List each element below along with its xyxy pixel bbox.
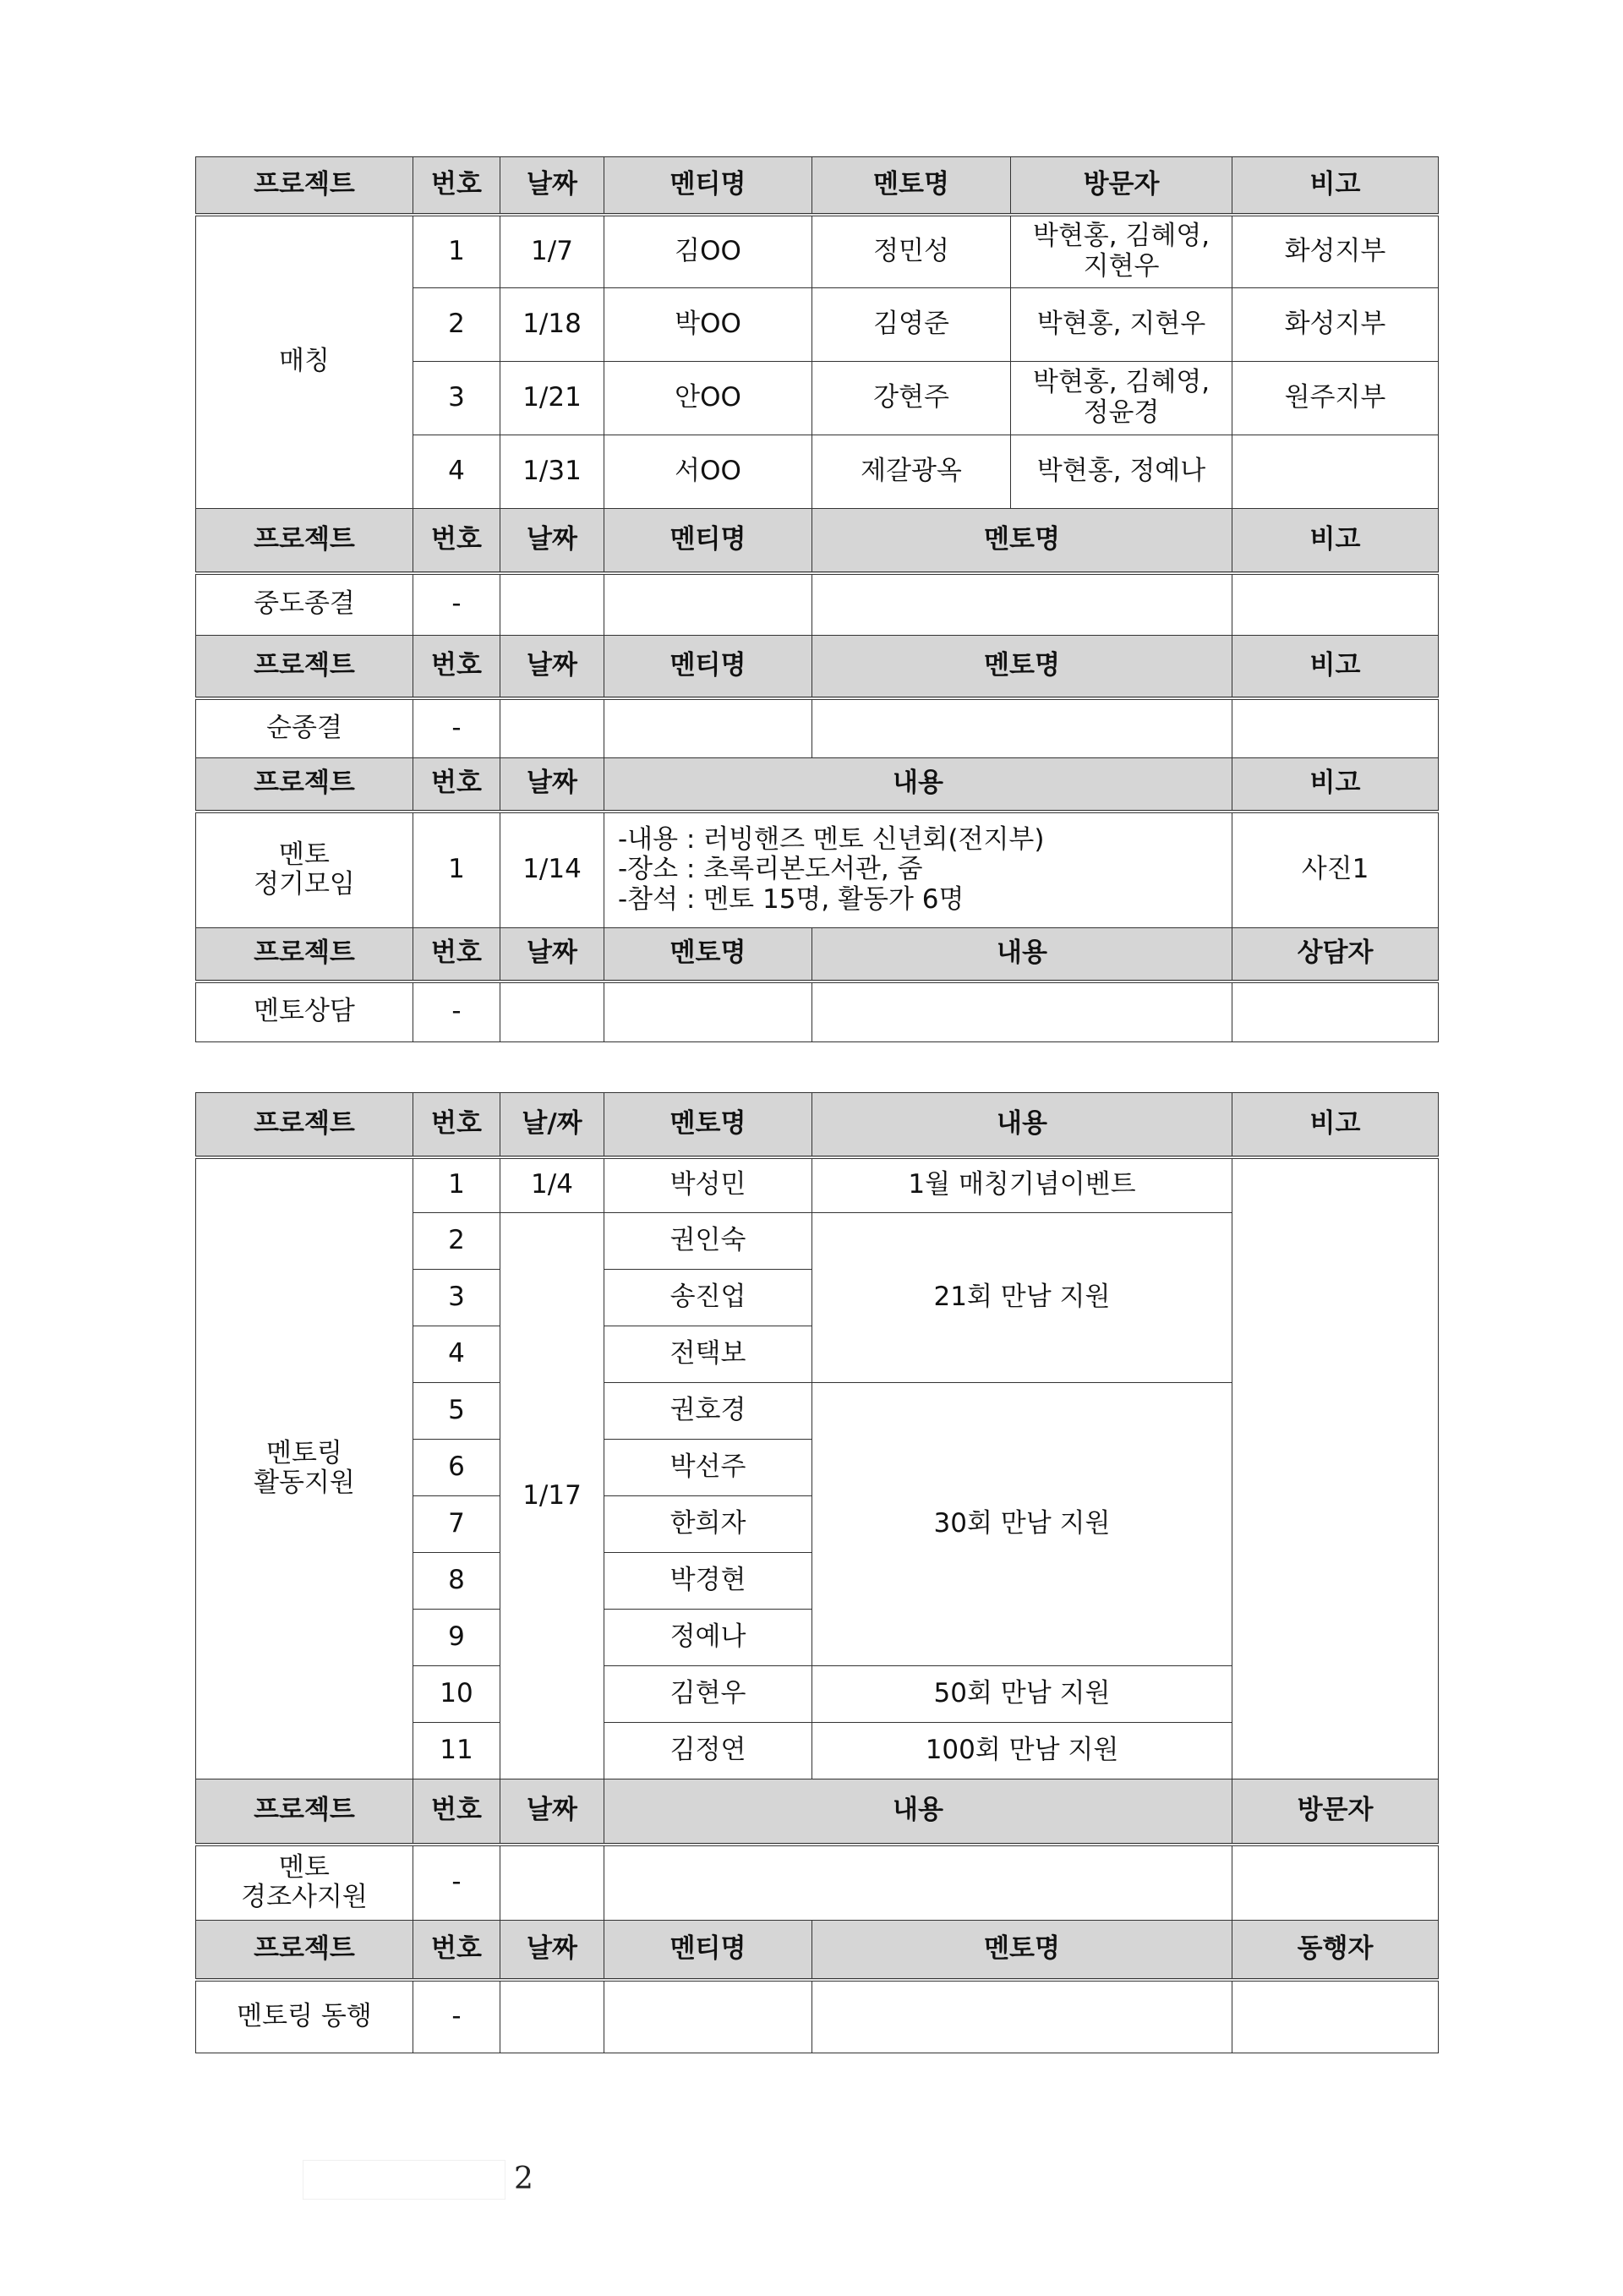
visitor-cell: 박현홍, 정예나 bbox=[1011, 435, 1232, 509]
mentor-name: 박성민 bbox=[604, 1157, 812, 1213]
header-cell: 프로젝트 bbox=[196, 758, 413, 812]
header-cell: 프로젝트 bbox=[196, 636, 413, 698]
meeting-header-row bbox=[196, 758, 1439, 812]
row-number: 10 bbox=[413, 1666, 500, 1723]
counseling-header-row bbox=[196, 928, 1439, 981]
header-cell: 프로젝트 bbox=[196, 1093, 413, 1157]
empty-cell bbox=[604, 698, 812, 758]
empty-cell bbox=[1232, 1845, 1439, 1921]
header-cell: 번호 bbox=[413, 928, 500, 981]
row-number: 1 bbox=[413, 215, 500, 288]
row-number: 1 bbox=[413, 1157, 500, 1213]
row-number: 8 bbox=[413, 1553, 500, 1610]
header-cell: 번호 bbox=[413, 636, 500, 698]
note-cell bbox=[1232, 1157, 1439, 1779]
project-cell: 중도종결 bbox=[196, 573, 413, 636]
header-cell: 멘티명 bbox=[604, 1921, 812, 1980]
header-cell: 날짜 bbox=[500, 1779, 604, 1845]
empty-cell bbox=[604, 1845, 1232, 1921]
project-cell: 순종결 bbox=[196, 698, 413, 758]
empty-cell bbox=[1232, 573, 1439, 636]
project-line: 멘토 bbox=[279, 1851, 330, 1883]
row-number: - bbox=[413, 698, 500, 758]
empty-cell bbox=[1232, 981, 1439, 1042]
header-cell: 프로젝트 bbox=[196, 928, 413, 981]
empty-cell bbox=[500, 573, 604, 636]
mentor-name: 강현주 bbox=[812, 362, 1011, 435]
mentor-name: 송진업 bbox=[604, 1270, 812, 1326]
mentor-name: 김영준 bbox=[812, 288, 1011, 362]
header-cell: 비고 bbox=[1232, 157, 1439, 215]
header-cell: 동행자 bbox=[1232, 1921, 1439, 1980]
counseling-row bbox=[196, 981, 1439, 1042]
header-cell: 비고 bbox=[1232, 636, 1439, 698]
row-date: 1/14 bbox=[500, 812, 604, 928]
completion-row bbox=[196, 698, 1439, 758]
visitor-cell: 박현홍, 지현우 bbox=[1011, 288, 1232, 362]
empty-cell bbox=[604, 573, 812, 636]
header-cell: 내용 bbox=[812, 928, 1232, 981]
row-number: 3 bbox=[413, 1270, 500, 1326]
content-cell: 50회 만남 지원 bbox=[812, 1666, 1232, 1723]
empty-cell bbox=[500, 698, 604, 758]
condolence-row bbox=[196, 1845, 1439, 1921]
row-number: 4 bbox=[413, 435, 500, 509]
content-line: -내용 : 러빙핸즈 멘토 신년회(전지부) bbox=[618, 823, 1045, 855]
content-cell: 30회 만남 지원 bbox=[812, 1383, 1232, 1666]
header-cell: 날짜 bbox=[500, 509, 604, 573]
support-header-row bbox=[196, 1093, 1439, 1157]
visitor-line: 박현홍, 김혜영, bbox=[1032, 367, 1210, 398]
mentor-name: 정민성 bbox=[812, 215, 1011, 288]
note-cell: 사진1 bbox=[1232, 812, 1439, 928]
report-table-2 bbox=[195, 1092, 1439, 2053]
mentor-name: 김현우 bbox=[604, 1666, 812, 1723]
header-cell: 방문자 bbox=[1011, 157, 1232, 215]
header-cell: 번호 bbox=[413, 1093, 500, 1157]
row-number: 3 bbox=[413, 362, 500, 435]
empty-cell bbox=[812, 698, 1232, 758]
project-line: 경조사지원 bbox=[241, 1882, 368, 1913]
mentor-name: 박선주 bbox=[604, 1440, 812, 1496]
row-date: 1/31 bbox=[500, 435, 604, 509]
empty-cell bbox=[500, 1980, 604, 2053]
header-cell: 번호 bbox=[413, 1921, 500, 1980]
empty-cell bbox=[500, 1845, 604, 1921]
row-number: 4 bbox=[413, 1326, 500, 1383]
mentee-name: 서OO bbox=[604, 435, 812, 509]
page-number: 2 bbox=[514, 2162, 533, 2196]
row-number: 6 bbox=[413, 1440, 500, 1496]
note-cell: 원주지부 bbox=[1232, 362, 1439, 435]
row-number: 2 bbox=[413, 1213, 500, 1270]
visitor-line: 지현우 bbox=[1083, 250, 1160, 282]
header-cell: 프로젝트 bbox=[196, 1779, 413, 1845]
support-project-cell bbox=[196, 1157, 413, 1779]
note-cell: 화성지부 bbox=[1232, 288, 1439, 362]
midterm-header-row bbox=[196, 509, 1439, 573]
project-cell bbox=[196, 812, 413, 928]
meeting-content bbox=[604, 812, 1232, 928]
visitor-cell bbox=[1011, 215, 1232, 288]
header-cell: 번호 bbox=[413, 758, 500, 812]
content-cell: 100회 만남 지원 bbox=[812, 1723, 1232, 1779]
project-line: 정기모임 bbox=[254, 869, 355, 900]
empty-cell bbox=[500, 981, 604, 1042]
support-row bbox=[196, 1157, 1439, 1213]
content-line: -장소 : 초록리본도서관, 줌 bbox=[618, 854, 923, 885]
mentor-name: 한희자 bbox=[604, 1496, 812, 1553]
header-cell: 날짜 bbox=[500, 157, 604, 215]
group-date: 1/17 bbox=[500, 1213, 604, 1779]
row-number: - bbox=[413, 573, 500, 636]
header-cell: 프로젝트 bbox=[196, 1921, 413, 1980]
footer-box bbox=[303, 2160, 505, 2200]
row-number: 9 bbox=[413, 1610, 500, 1666]
header-cell: 프로젝트 bbox=[196, 157, 413, 215]
row-number: - bbox=[413, 981, 500, 1042]
header-cell: 내용 bbox=[812, 1093, 1232, 1157]
header-cell: 멘토명 bbox=[812, 1921, 1232, 1980]
project-cell: 멘토링 동행 bbox=[196, 1980, 413, 2053]
visitor-line: 박현홍, 김혜영, bbox=[1032, 221, 1210, 252]
mentee-name: 김OO bbox=[604, 215, 812, 288]
header-cell: 번호 bbox=[413, 1779, 500, 1845]
mentor-name: 정예나 bbox=[604, 1610, 812, 1666]
midterm-row bbox=[196, 573, 1439, 636]
mentor-name: 권호경 bbox=[604, 1383, 812, 1440]
content-line: -참석 : 멘토 15명, 활동가 6명 bbox=[618, 884, 965, 916]
report-table-1 bbox=[195, 156, 1439, 1042]
row-number: 11 bbox=[413, 1723, 500, 1779]
header-cell: 멘토명 bbox=[604, 1093, 812, 1157]
header-cell: 비고 bbox=[1232, 758, 1439, 812]
header-cell: 날짜 bbox=[500, 636, 604, 698]
project-line: 활동지원 bbox=[254, 1468, 355, 1499]
header-cell: 멘티명 bbox=[604, 636, 812, 698]
row-date: 1/21 bbox=[500, 362, 604, 435]
header-cell: 날짜 bbox=[500, 1921, 604, 1980]
header-cell: 방문자 bbox=[1232, 1779, 1439, 1845]
content-cell: 21회 만남 지원 bbox=[812, 1213, 1232, 1383]
header-cell: 멘티명 bbox=[604, 157, 812, 215]
mentor-name: 박경현 bbox=[604, 1553, 812, 1610]
mentor-name: 전택보 bbox=[604, 1326, 812, 1383]
header-cell: 프로젝트 bbox=[196, 509, 413, 573]
project-cell: 멘토상담 bbox=[196, 981, 413, 1042]
row-number: 7 bbox=[413, 1496, 500, 1553]
project-line: 멘토링 bbox=[266, 1437, 342, 1468]
mentee-name: 안OO bbox=[604, 362, 812, 435]
visitor-line: 정윤경 bbox=[1083, 397, 1160, 428]
condolence-header-row bbox=[196, 1779, 1439, 1845]
mentor-name: 제갈광옥 bbox=[812, 435, 1011, 509]
empty-cell bbox=[812, 1980, 1232, 2053]
empty-cell bbox=[812, 573, 1232, 636]
header-cell: 멘토명 bbox=[604, 928, 812, 981]
header-cell: 번호 bbox=[413, 509, 500, 573]
empty-cell bbox=[812, 981, 1232, 1042]
empty-cell bbox=[604, 981, 812, 1042]
empty-cell bbox=[1232, 1980, 1439, 2053]
completion-header-row bbox=[196, 636, 1439, 698]
header-cell: 날짜 bbox=[500, 928, 604, 981]
row-date: 1/18 bbox=[500, 288, 604, 362]
note-cell bbox=[1232, 435, 1439, 509]
header-cell: 멘토명 bbox=[812, 509, 1232, 573]
header-cell: 날/짜 bbox=[500, 1093, 604, 1157]
row-number: 5 bbox=[413, 1383, 500, 1440]
empty-cell bbox=[604, 1980, 812, 2053]
note-cell: 화성지부 bbox=[1232, 215, 1439, 288]
row-number: 1 bbox=[413, 812, 500, 928]
matching-project-cell: 매칭 bbox=[196, 215, 413, 509]
accompany-header-row bbox=[196, 1921, 1439, 1980]
row-date: 1/7 bbox=[500, 215, 604, 288]
header-cell: 내용 bbox=[604, 1779, 1232, 1845]
header-cell: 비고 bbox=[1232, 1093, 1439, 1157]
header-cell: 상담자 bbox=[1232, 928, 1439, 981]
visitor-cell bbox=[1011, 362, 1232, 435]
row-number: - bbox=[413, 1845, 500, 1921]
header-cell: 날짜 bbox=[500, 758, 604, 812]
content-cell: 1월 매칭기념이벤트 bbox=[812, 1157, 1232, 1213]
matching-header-row bbox=[196, 157, 1439, 215]
header-cell: 멘토명 bbox=[812, 636, 1232, 698]
header-cell: 멘티명 bbox=[604, 509, 812, 573]
mentee-name: 박OO bbox=[604, 288, 812, 362]
header-cell: 내용 bbox=[604, 758, 1232, 812]
header-cell: 비고 bbox=[1232, 509, 1439, 573]
header-cell: 멘토명 bbox=[812, 157, 1011, 215]
project-line: 멘토 bbox=[279, 839, 330, 870]
row-date: 1/4 bbox=[500, 1157, 604, 1213]
header-cell: 번호 bbox=[413, 157, 500, 215]
accompany-row bbox=[196, 1980, 1439, 2053]
mentor-name: 김정연 bbox=[604, 1723, 812, 1779]
empty-cell bbox=[1232, 698, 1439, 758]
mentor-name: 권인숙 bbox=[604, 1213, 812, 1270]
meeting-row bbox=[196, 812, 1439, 928]
matching-row bbox=[196, 215, 1439, 288]
project-cell bbox=[196, 1845, 413, 1921]
row-number: - bbox=[413, 1980, 500, 2053]
row-number: 2 bbox=[413, 288, 500, 362]
